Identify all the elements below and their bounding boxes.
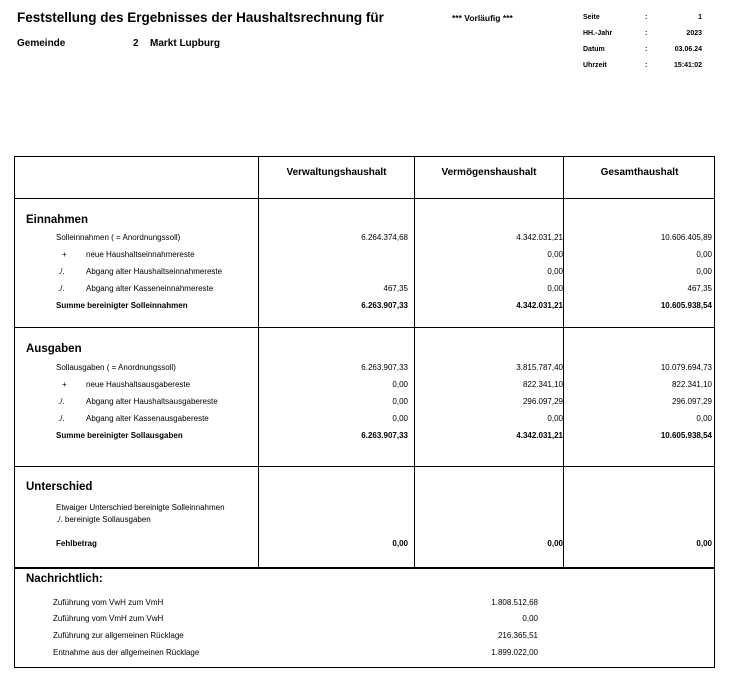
sum-value: 4.342.031,21	[516, 431, 563, 440]
section-title-unterschied: Unterschied	[26, 481, 93, 493]
divider-ausgaben	[14, 466, 715, 467]
cell-value: 0,00	[547, 250, 563, 259]
col-divider-1	[258, 156, 259, 568]
meta-time-label: Uhrzeit	[583, 62, 607, 69]
fehlbetrag-value: 0,00	[392, 539, 408, 548]
fehlbetrag-value: 0,00	[696, 539, 712, 548]
cell-value: 3.815.787,40	[516, 363, 563, 372]
sum-label: Summe bereinigter Sollausgaben	[56, 431, 183, 440]
col-divider-2	[414, 156, 415, 568]
memo-label: Entnahme aus der allgemeinen Rücklage	[53, 648, 200, 657]
row-sign: ./.	[58, 267, 65, 276]
cell-value: 10.606.405,89	[660, 233, 712, 242]
cell-value: 296.097,29	[522, 397, 563, 406]
header-divider	[14, 198, 715, 199]
row-label: Sollausgaben ( = Anordnungssoll)	[56, 363, 176, 372]
gemeinde-name: Markt Lupburg	[150, 38, 220, 49]
sum-label: Summe bereinigter Solleinnahmen	[56, 301, 188, 310]
meta-date-sep: :	[645, 46, 648, 53]
meta-year-sep: :	[645, 30, 648, 37]
meta-date-label: Datum	[583, 46, 605, 53]
memo-value: 216.365,51	[497, 631, 538, 640]
sum-value: 10.605.938,54	[660, 301, 712, 310]
cell-value: 0,00	[547, 267, 563, 276]
row-sign: ./.	[58, 284, 65, 293]
row-label: Abgang alter Haushaltsausgabereste	[86, 397, 218, 406]
cell-value: 6.263.907,33	[361, 363, 408, 372]
cell-value: 822.341,10	[671, 380, 712, 389]
fehlbetrag-value: 0,00	[547, 539, 563, 548]
meta-year-value: 2023	[686, 30, 702, 37]
sum-value: 6.263.907,33	[361, 431, 408, 440]
sum-value: 4.342.031,21	[516, 301, 563, 310]
cell-value: 822.341,10	[522, 380, 563, 389]
row-sign: +	[62, 250, 67, 259]
cell-value: 296.097,29	[671, 397, 712, 406]
sum-value: 10.605.938,54	[660, 431, 712, 440]
cell-value: 467,35	[687, 284, 712, 293]
meta-time-value: 15:41:02	[673, 62, 702, 69]
cell-value: 0,00	[696, 250, 712, 259]
cell-value: 4.342.031,21	[516, 233, 563, 242]
unterschied-text: Etwaiger Unterschied bereinigte Solleinnahmen	[56, 503, 225, 512]
unterschied-text: ./. bereinigte Sollausgaben	[56, 515, 151, 524]
row-label: neue Haushaltsausgabereste	[86, 380, 191, 389]
fehlbetrag-label: Fehlbetrag	[56, 539, 97, 548]
memo-label: Zuführung vom VmH zum VwH	[53, 614, 164, 623]
column-header-verwaltung: Verwaltungshaushalt	[286, 167, 387, 178]
cell-value: 0,00	[696, 267, 712, 276]
section-title-einnahmen: Einnahmen	[26, 214, 88, 226]
section-title-nachrichtlich: Nachrichtlich:	[26, 573, 103, 585]
meta-page-label: Seite	[583, 14, 600, 21]
col-divider-3	[563, 156, 564, 568]
row-label: Abgang alter Haushaltseinnahmereste	[86, 267, 223, 276]
divider-einnahmen	[14, 327, 715, 328]
meta-date-value: 03.06.24	[674, 46, 702, 53]
memo-label: Zuführung zur allgemeinen Rücklage	[53, 631, 184, 640]
cell-value: 467,35	[383, 284, 408, 293]
sum-value: 6.263.907,33	[361, 301, 408, 310]
memo-value: 1.808.512,68	[491, 598, 538, 607]
row-label: neue Haushaltseinnahmereste	[86, 250, 195, 259]
memo-value: 0,00	[522, 614, 538, 623]
meta-year-label: HH.-Jahr	[583, 30, 613, 37]
meta-time-sep: :	[645, 62, 648, 69]
row-sign: ./.	[58, 397, 65, 406]
section-title-ausgaben: Ausgaben	[26, 343, 82, 355]
cell-value: 0,00	[696, 414, 712, 423]
cell-value: 0,00	[547, 284, 563, 293]
page-title: Feststellung des Ergebnisses der Haushaltsrechnung für	[17, 10, 384, 25]
cell-value: 0,00	[392, 380, 408, 389]
cell-value: 6.264.374,68	[361, 233, 408, 242]
row-label: Solleinnahmen ( = Anordnungssoll)	[56, 233, 181, 242]
memo-label: Zuführung vom VwH zum VmH	[53, 598, 164, 607]
cell-value: 10.079.694,73	[660, 363, 712, 372]
cell-value: 0,00	[392, 414, 408, 423]
cell-value: 0,00	[547, 414, 563, 423]
meta-page-value: 1	[698, 14, 702, 21]
row-label: Abgang alter Kasseneinnahmereste	[86, 284, 214, 293]
status-label: *** Vorläufig ***	[452, 13, 513, 23]
column-header-vermoegen: Vermögenshaushalt	[441, 167, 537, 178]
gemeinde-label: Gemeinde	[17, 38, 66, 49]
cell-value: 0,00	[392, 397, 408, 406]
row-sign: +	[62, 380, 67, 389]
meta-page-sep: :	[645, 14, 648, 21]
column-header-gesamt: Gesamthaushalt	[600, 167, 679, 178]
gemeinde-number: 2	[133, 38, 139, 49]
memo-value: 1.899.022,00	[491, 648, 538, 657]
row-label: Abgang alter Kassenausgabereste	[86, 414, 209, 423]
row-sign: ./.	[58, 414, 65, 423]
